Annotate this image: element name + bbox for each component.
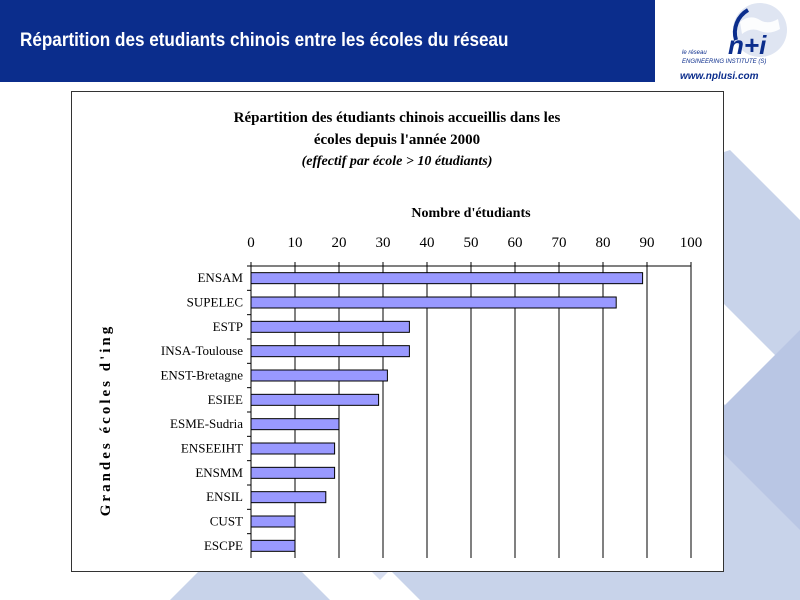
- category-label: CUST: [209, 513, 243, 529]
- category-label: INSA-Toulouse: [160, 343, 243, 359]
- x-tick-label: 0: [247, 235, 255, 251]
- category-label: ENST-Bretagne: [160, 367, 243, 383]
- category-label: ENSMM: [195, 464, 243, 480]
- chart-title-line2: écoles depuis l'année 2000: [313, 132, 481, 148]
- y-axis-label: Grandes écoles d'ing: [98, 323, 114, 517]
- category-label: SUPELEC: [186, 294, 243, 310]
- header-bar: [0, 0, 655, 82]
- bar-chart: [72, 92, 723, 571]
- category-label: ESIEE: [207, 391, 243, 407]
- logo-line1: le réseau: [682, 50, 707, 56]
- x-tick-label: 20: [331, 235, 347, 251]
- x-tick-label: 70: [551, 235, 567, 251]
- bar: [251, 273, 643, 284]
- logo-url: www.nplusi.com: [680, 71, 759, 82]
- bar: [251, 467, 335, 478]
- bar: [251, 516, 295, 527]
- x-tick-label: 100: [679, 235, 703, 251]
- logo-line2: ENGINEERING INSTITUTE (S): [682, 59, 767, 65]
- page-title: Répartition des etudiants chinois entre les écoles du réseau: [20, 30, 509, 51]
- x-tick-label: 50: [463, 235, 479, 251]
- category-label: ESME-Sudria: [170, 416, 243, 432]
- chart-title-line1: Répartition des étudiants chinois accueillis dans les: [233, 110, 561, 126]
- x-tick-label: 80: [595, 235, 611, 251]
- x-tick-label: 30: [375, 235, 391, 251]
- logo-brand: n+i: [728, 30, 767, 60]
- category-label: ESCPE: [203, 537, 243, 553]
- category-label: ESTP: [212, 318, 243, 334]
- bar: [251, 370, 387, 381]
- bar: [251, 346, 409, 357]
- logo: [660, 0, 800, 88]
- x-tick-label: 60: [507, 235, 523, 251]
- category-label: ENSIL: [206, 489, 243, 505]
- chart-subtitle: (effectif par école > 10 étudiants): [301, 154, 493, 169]
- bar: [251, 419, 339, 430]
- category-label: ENSAM: [197, 270, 243, 286]
- bar: [251, 394, 379, 405]
- x-tick-label: 90: [639, 235, 655, 251]
- x-tick-label: 40: [419, 235, 435, 251]
- bar: [251, 540, 295, 551]
- chart-frame: [71, 91, 724, 572]
- bar: [251, 492, 326, 503]
- x-tick-label: 10: [287, 235, 303, 251]
- bar: [251, 297, 616, 308]
- bar: [251, 321, 409, 332]
- x-axis-label: Nombre d'étudiants: [411, 206, 531, 221]
- bar: [251, 443, 335, 454]
- category-label: ENSEEIHT: [180, 440, 243, 456]
